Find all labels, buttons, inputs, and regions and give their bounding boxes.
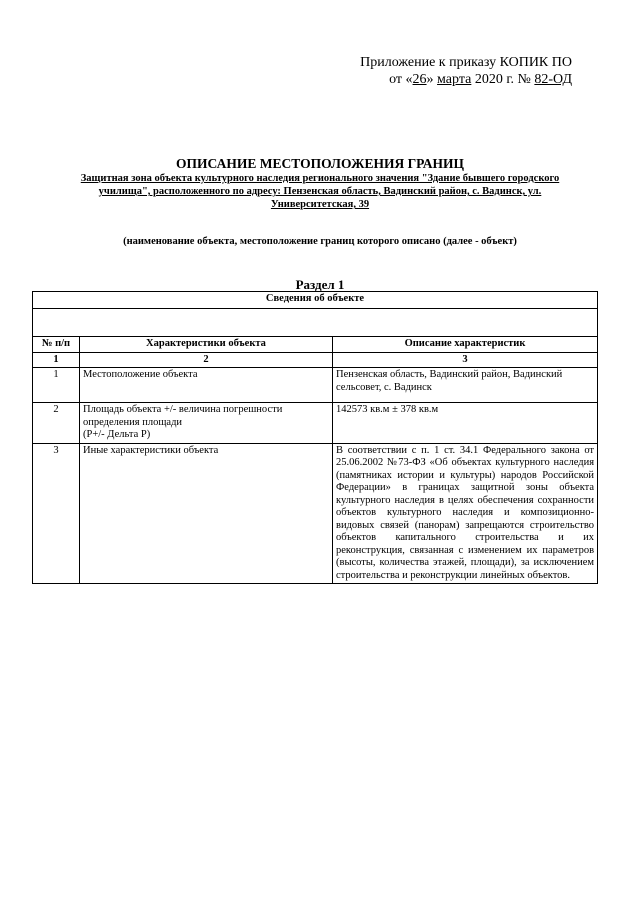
- header-number: № п/п: [33, 337, 80, 353]
- appendix-line2: [360, 71, 572, 88]
- row-number: 1: [33, 368, 80, 403]
- header-description: Описание характеристик: [333, 337, 598, 353]
- table-spacer-row: [33, 309, 598, 337]
- row-description: В соответствии с п. 1 ст. 34.1 Федерального закона от 25.06.2002 №73-ФЗ «Об объектах культурного наследия (памятниках истории и культуры) народов Российской Федерации» в границах защитной зоны объекта культурного наследия в целях обеспечения сохранности объектов культурного наследия и композиционно-видовых связей (панорам) запрещаются строительство объектов капитального строительства и их реконструкция, связанная с изменением их параметров (высоты, количества этажей, площади), за исключением строительства и реконструкции линейных объектов.: [333, 443, 598, 584]
- row-description: Пензенская область, Вадинский район, Вадинский сельсовет, с. Вадинск: [333, 368, 598, 403]
- row-number: 3: [33, 443, 80, 584]
- object-name: Защитная зона объекта культурного наследия регионального значения "Здание бывшего городского училища", расположенного по адресу: Пензенская область, Вадинский район, с. Вадинск, ул. Университетская, 39: [80, 173, 560, 210]
- column-number-1: 1: [33, 352, 80, 368]
- section-title: Раздел 1: [295, 277, 345, 292]
- row-characteristic: Иные характеристики объекта: [80, 443, 333, 584]
- table-header-row: [33, 337, 598, 353]
- title-block: [62, 156, 578, 211]
- appendix-day: 26: [412, 72, 427, 87]
- appendix-header: [360, 54, 572, 88]
- appendix-number: 82-ОД: [534, 72, 572, 87]
- column-number-3: 3: [333, 352, 598, 368]
- column-number-2: 2: [80, 352, 333, 368]
- table-row: [33, 368, 598, 403]
- table-row: [33, 443, 598, 584]
- row-number: 2: [33, 403, 80, 444]
- row-characteristic: [80, 403, 333, 444]
- row-characteristic-line2: (Р+/- Дельта Р): [83, 429, 151, 440]
- column-numbers-row: [33, 352, 598, 368]
- row-characteristic: Местоположение объекта: [80, 368, 333, 403]
- header-characteristic: Характеристики объекта: [80, 337, 333, 353]
- object-info-table: [32, 291, 598, 584]
- appendix-month: марта: [437, 72, 472, 87]
- appendix-date-mid1: »: [426, 72, 438, 87]
- appendix-date-prefix: от «: [389, 72, 413, 87]
- appendix-line1: Приложение к приказу КОПИК ПО: [360, 55, 572, 70]
- table-spacer: [33, 309, 598, 337]
- appendix-date-mid2: 2020 г. №: [471, 72, 535, 87]
- document-title: ОПИСАНИЕ МЕСТОПОЛОЖЕНИЯ ГРАНИЦ: [176, 156, 464, 171]
- table-caption: Сведения об объекте: [33, 292, 598, 309]
- table-row: [33, 403, 598, 444]
- row-characteristic-line1: Площадь объекта +/- величина погрешности определения площади: [83, 404, 283, 428]
- object-name-caption: (наименование объекта, местоположение границ которого описано (далее - объект): [123, 236, 517, 247]
- table-caption-row: [33, 292, 598, 309]
- row-description: 142573 кв.м ± 378 кв.м: [333, 403, 598, 444]
